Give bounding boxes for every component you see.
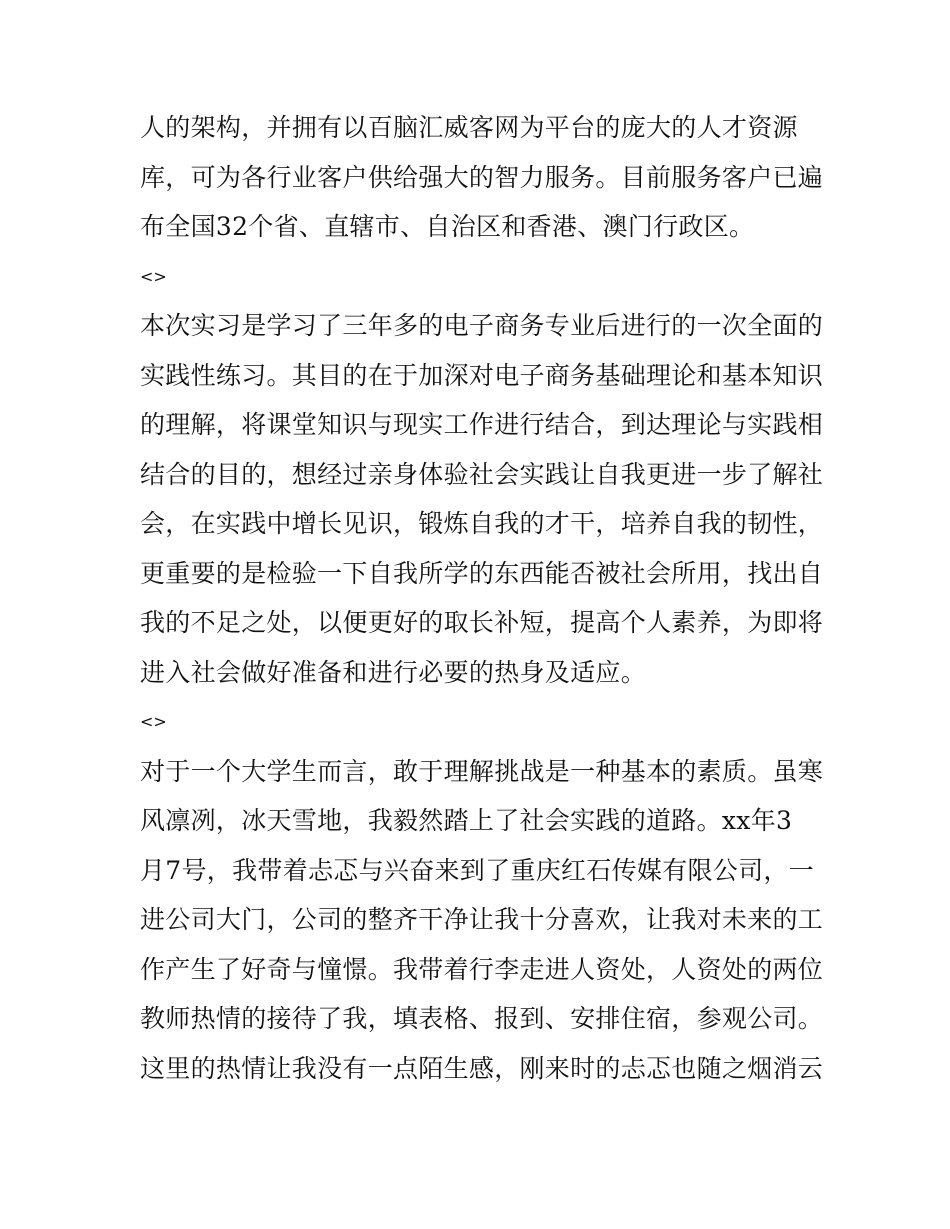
section-marker: <> xyxy=(140,266,167,286)
text-line: 这里的热情让我没有一点陌生感，刚来时的忐忑也随之烟消云 xyxy=(140,1053,824,1083)
document-body xyxy=(140,103,830,1093)
text-line: 人的架构，并拥有以百脑汇威客网为平台的庞大的人才资源 xyxy=(140,113,798,142)
text-line: 对于一个大学生而言，敢于理解挑战是一种基本的素质。虽寒 xyxy=(140,756,824,786)
text-line: 作产生了好奇与憧憬。我带着行李走进人资处，人资处的两位 xyxy=(140,954,824,984)
text-line: 进入社会做好准备和进行必要的热身及适应。 xyxy=(140,657,647,687)
text-line: 结合的目的，想经过亲身体验社会实践让自我更进一步了解社 xyxy=(140,459,824,489)
text-line: 教师热情的接待了我，填表格、报到、安排住宿，参观公司。 xyxy=(140,1004,824,1033)
text-line: 实践性练习。其目的在于加深对电子商务基础理论和基本知识 xyxy=(140,360,824,390)
text-line: 库，可为各行业客户供给强大的智力服务。目前服务客户已遍 xyxy=(140,162,824,192)
text-line: 更重要的是检验一下自我所学的东西能否被社会所用，找出自 xyxy=(140,558,824,588)
text-line: 本次实习是学习了三年多的电子商务专业后进行的一次全面的 xyxy=(140,311,824,340)
section-marker: <> xyxy=(140,712,167,731)
text-line: 进公司大门，公司的整齐干净让我十分喜欢，让我对未来的工 xyxy=(140,905,824,934)
text-line: 我的不足之处，以便更好的取长补短，提高个人素养，为即将 xyxy=(140,608,824,637)
text-line: 月7号，我带着忐忑与兴奋来到了重庆红石传媒有限公司，一 xyxy=(140,855,815,885)
text-line: 的理解，将课堂知识与现实工作进行结合，到达理论与实践相 xyxy=(140,410,824,439)
text-line: 风凛冽，冰天雪地，我毅然踏上了社会实践的道路。xx年3 xyxy=(140,806,793,835)
text-line: 布全国32个省、直辖市、自治区和香港、澳门行政区。 xyxy=(140,212,755,241)
text-line: 会，在实践中增长见识，锻炼自我的才干，培养自我的韧性， xyxy=(140,509,824,538)
